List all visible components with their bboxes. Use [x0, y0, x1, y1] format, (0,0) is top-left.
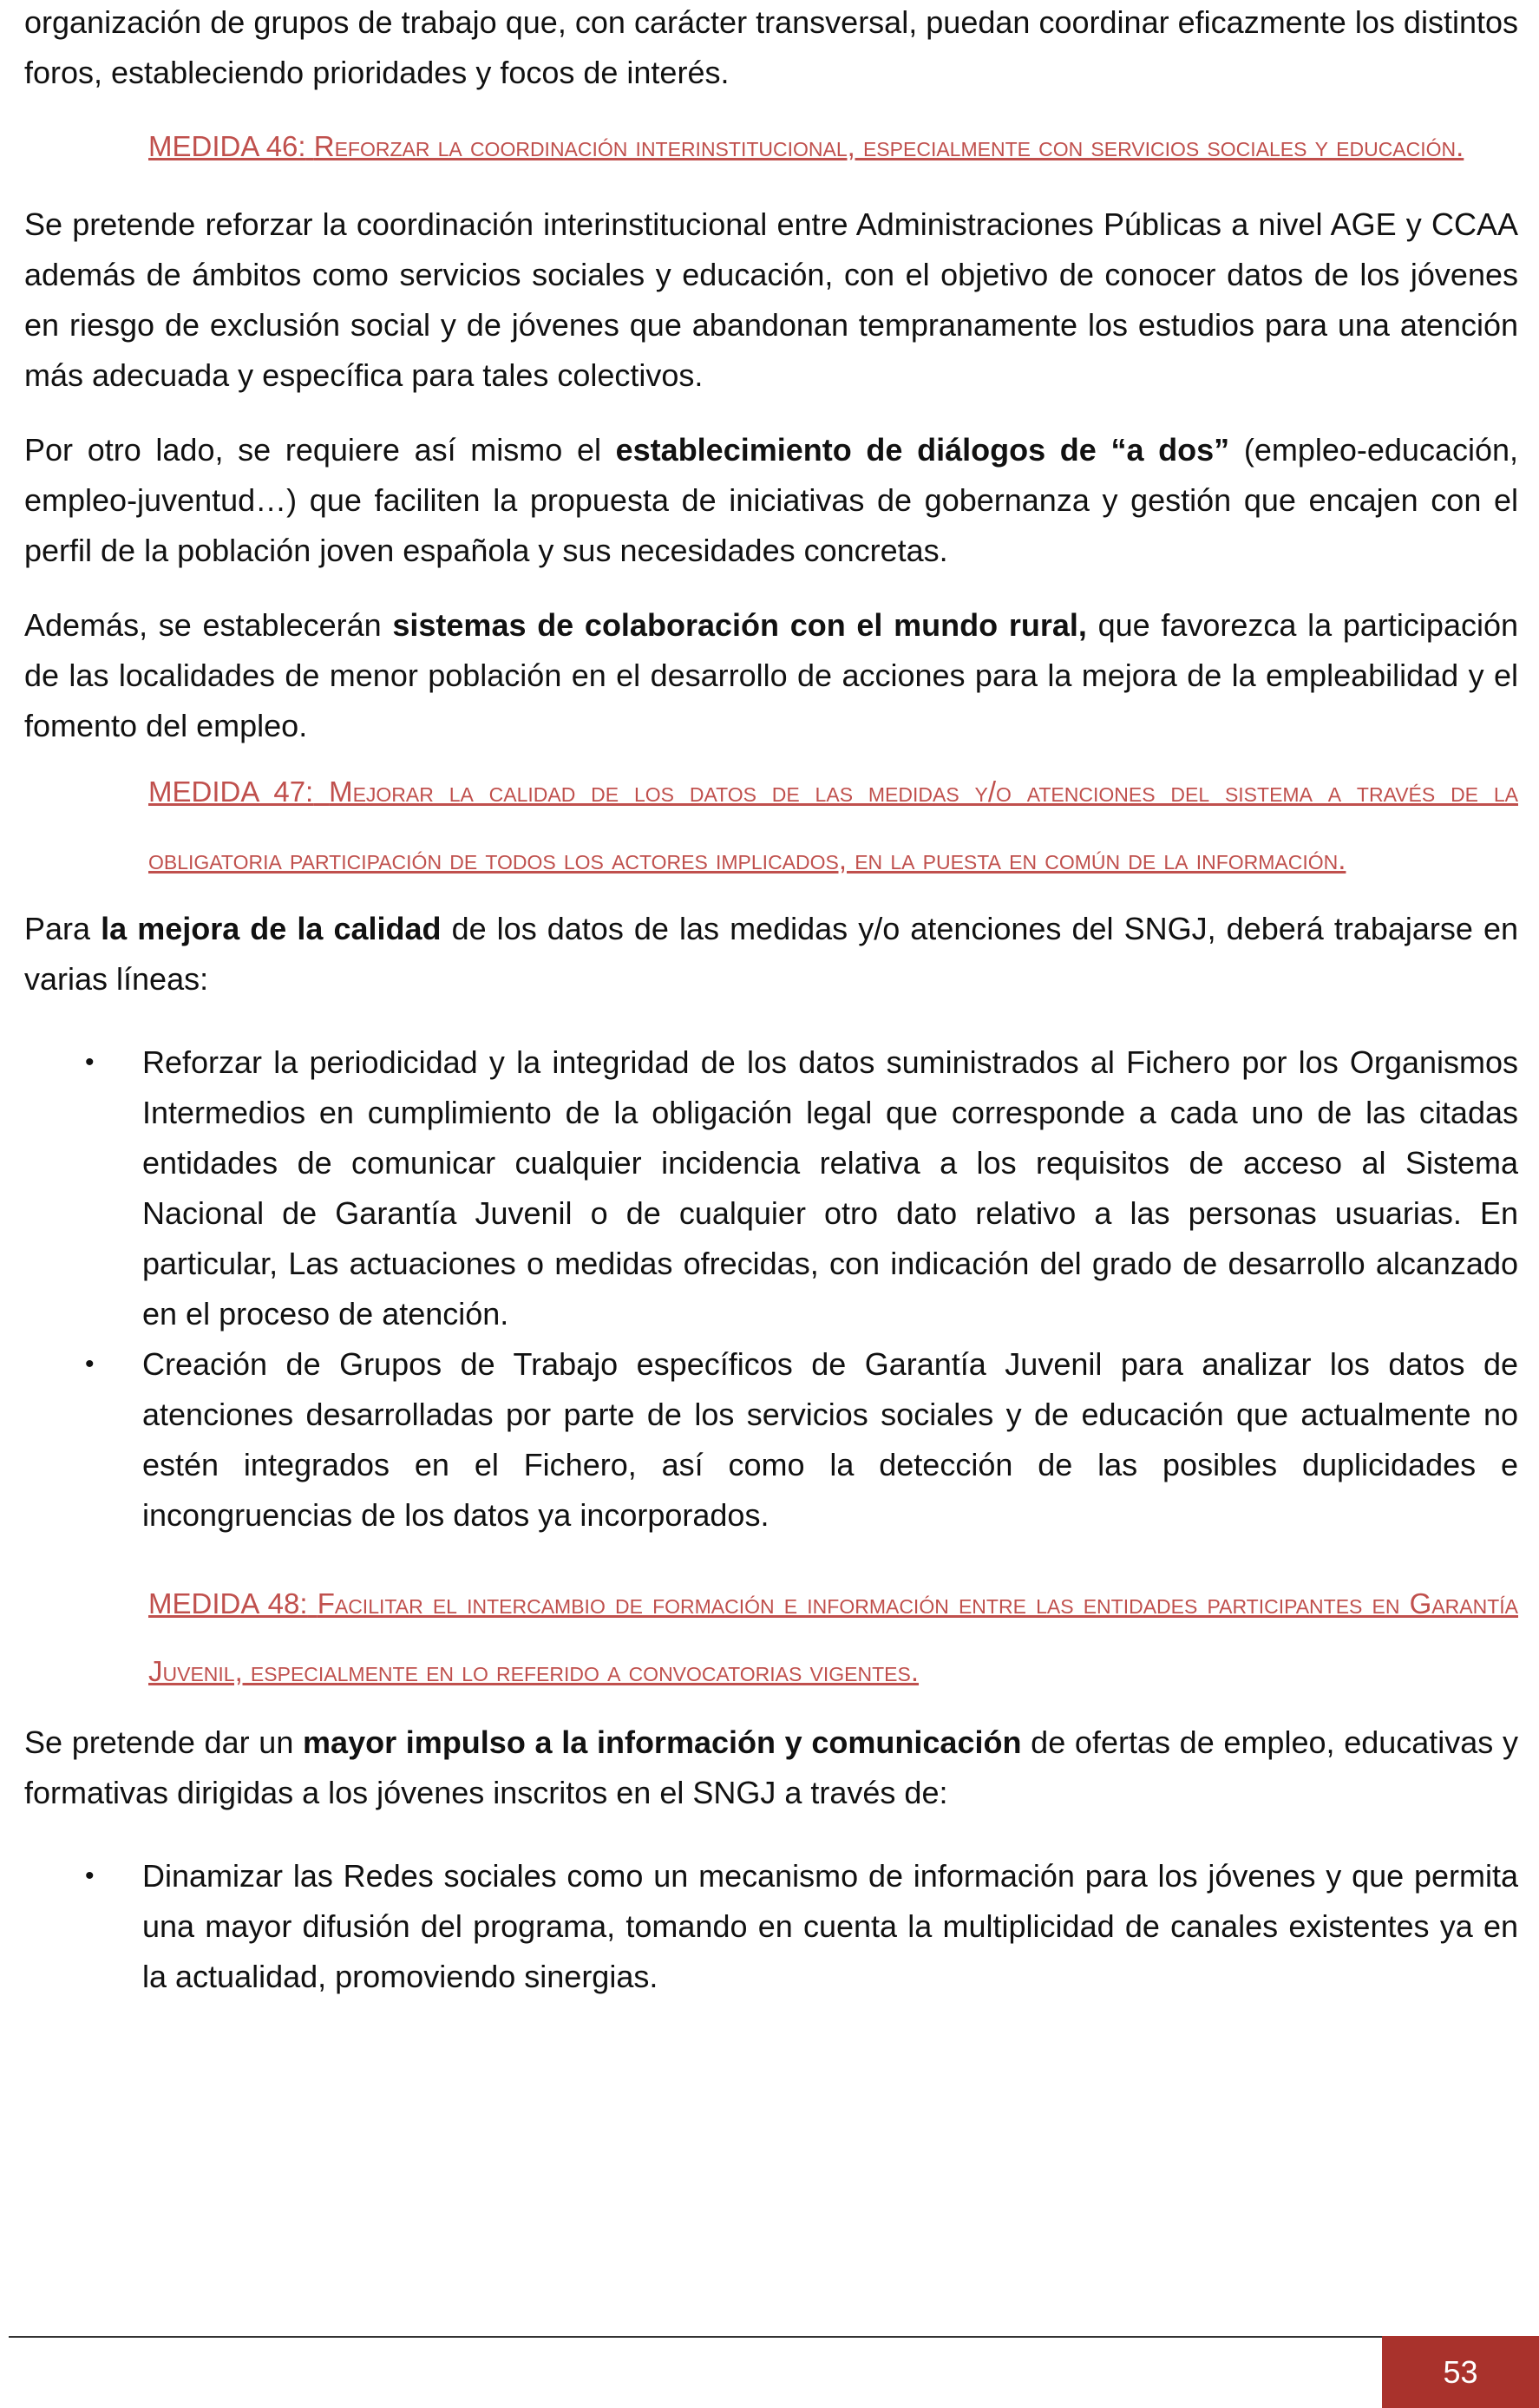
- footer-divider: [9, 2336, 1539, 2338]
- medida-48-paragraph-1: Se pretende dar un mayor impulso a la información y comunicación de ofertas de empleo, educativas y formativas dirigidas a los jóvenes inscritos en el SNGJ a través de:: [24, 1724, 1519, 1810]
- medida-48-code: MEDIDA 48:: [148, 1587, 308, 1620]
- medida-46-code: MEDIDA 46:: [148, 130, 306, 162]
- bullet-glyph: •: [85, 1350, 95, 1378]
- medida-46-paragraph-2: Por otro lado, se requiere así mismo el establecimiento de diálogos de “a dos” (empleo-educación, empleo-juventud…) que faciliten la propuesta de iniciativas de gobernanza y gestión que encajen con el perfil de la población joven española y sus necesidades concretas.: [24, 432, 1519, 568]
- medida-47-bullet-list: [24, 1037, 1518, 1541]
- medida-48-bullet-list: [24, 1851, 1518, 2002]
- intro-continuation-paragraph: organización de grupos de trabajo que, con carácter transversal, puedan coordinar eficazmente los distintos foros, estableciendo prioridades y focos de interés.: [24, 4, 1518, 90]
- medida-47-paragraph-1: Para la mejora de la calidad de los datos de las medidas y/o atenciones del SNGJ, deberá trabajarse en varias líneas:: [24, 911, 1519, 997]
- medida-47-title: Mejorar la calidad de los datos de las medidas y/o atenciones del sistema a través de la obligatoria participación de todos los actores implicados, en la puesta en común de la información.: [148, 775, 1518, 875]
- page-number: 53: [1443, 2353, 1478, 2390]
- bold-phrase: la mejora de la calidad: [101, 911, 442, 946]
- medida-48-title: Facilitar el intercambio de formación e información entre las entidades participantes en Garantía Juvenil, especialmente en lo referido a convocatorias vigentes.: [148, 1587, 1518, 1687]
- bold-phrase: establecimiento de diálogos de “a dos”: [615, 432, 1230, 468]
- medida-46-heading: [148, 113, 1518, 180]
- bullet-glyph: •: [85, 1048, 95, 1076]
- medida-46-title: Reforzar la coordinación interinstitucional, especialmente con servicios sociales y educación.: [313, 130, 1464, 162]
- list-item: • Reforzar la periodicidad y la integridad de los datos suministrados al Fichero por los Organismos Intermedios en cumplimiento de la obligación legal que corresponde a cada uno de las citadas entidades de comunicar cualquier incidencia relativa a los requisitos de acceso al Sistema Nacional de Garantía Juvenil o de cualquier otro dato relativo a las personas usuarias. En particular, Las actuaciones o medidas ofrecidas, con indicación del grado de desarrollo alcanzado en el proceso de atención.: [24, 1037, 1518, 1339]
- bullet-glyph: •: [85, 1862, 95, 1890]
- document-page: [24, 0, 1518, 2002]
- bold-phrase: mayor impulso a la información y comunicación: [303, 1724, 1022, 1760]
- page-number-badge: [1382, 2336, 1539, 2408]
- medida-48-heading: [148, 1570, 1518, 1705]
- medida-47-heading: [148, 758, 1518, 893]
- medida-46-paragraph-1: Se pretende reforzar la coordinación interinstitucional entre Administraciones Públicas a nivel AGE y CCAA además de ámbitos como servicios sociales y educación, con el objetivo de conocer datos de los jóvenes en riesgo de exclusión social y de jóvenes que abandonan tempranamente los estudios para una atención más adecuada y específica para tales colectivos.: [24, 206, 1518, 393]
- bold-phrase: sistemas de colaboración con el mundo rural,: [392, 607, 1087, 643]
- medida-46-paragraph-3: Además, se establecerán sistemas de colaboración con el mundo rural, que favorezca la participación de las localidades de menor población en el desarrollo de acciones para la mejora de la empleabilidad y el fomento del empleo.: [24, 607, 1519, 743]
- medida-47-code: MEDIDA 47:: [148, 775, 314, 808]
- list-item: • Dinamizar las Redes sociales como un mecanismo de información para los jóvenes y que permita una mayor difusión del programa, tomando en cuenta la multiplicidad de canales existentes ya en la actualidad, promoviendo sinergias.: [24, 1851, 1518, 2002]
- list-item: • Creación de Grupos de Trabajo específicos de Garantía Juvenil para analizar los datos de atenciones desarrolladas por parte de los servicios sociales y de educación que actualmente no estén integrados en el Fichero, así como la detección de las posibles duplicidades e incongruencias de los datos ya incorporados.: [24, 1339, 1518, 1541]
